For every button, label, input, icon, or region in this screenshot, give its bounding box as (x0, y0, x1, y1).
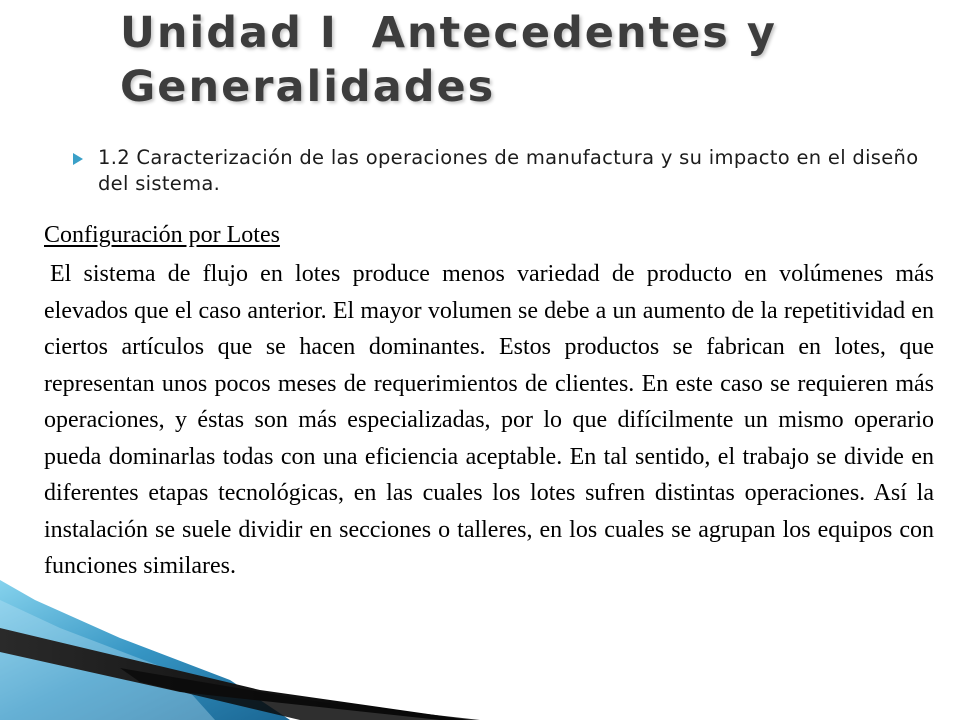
blue-swoosh (0, 580, 290, 720)
section-heading: Configuración por Lotes (44, 222, 280, 248)
blue-sheen (0, 600, 215, 720)
slide-title: Unidad I Antecedentes y Generalidades (120, 8, 794, 112)
triangle-right-icon (72, 153, 84, 165)
dark-streak-thin (120, 668, 480, 720)
body-paragraph: El sistema de flujo en lotes produce menos variedad de producto en volúmenes más elevados que el caso anterior. El mayor volumen se debe a un aumento de la repetitividad en ciertos artículos que se hacen dominantes. Estos productos se fabrican en lotes, que representan unos pocos meses de requerimientos de clientes. En este caso se requieren más operaciones, y éstas son más especializadas, por lo que difícilmente un mismo operario pueda dominarlas todas con una eficiencia aceptable. En tal sentido, el trabajo se divide en diferentes etapas tecnológicas, en las cuales los lotes sufren distintas operaciones. Así la instalación se suele dividir en secciones o talleres, en los cuales se agrupan los equipos con funciones similares. (44, 261, 934, 579)
bullet-text: 1.2 Caracterización de las operaciones de manufactura y su impacto en el diseño del sistema. (98, 146, 919, 195)
dark-streak (0, 628, 470, 720)
